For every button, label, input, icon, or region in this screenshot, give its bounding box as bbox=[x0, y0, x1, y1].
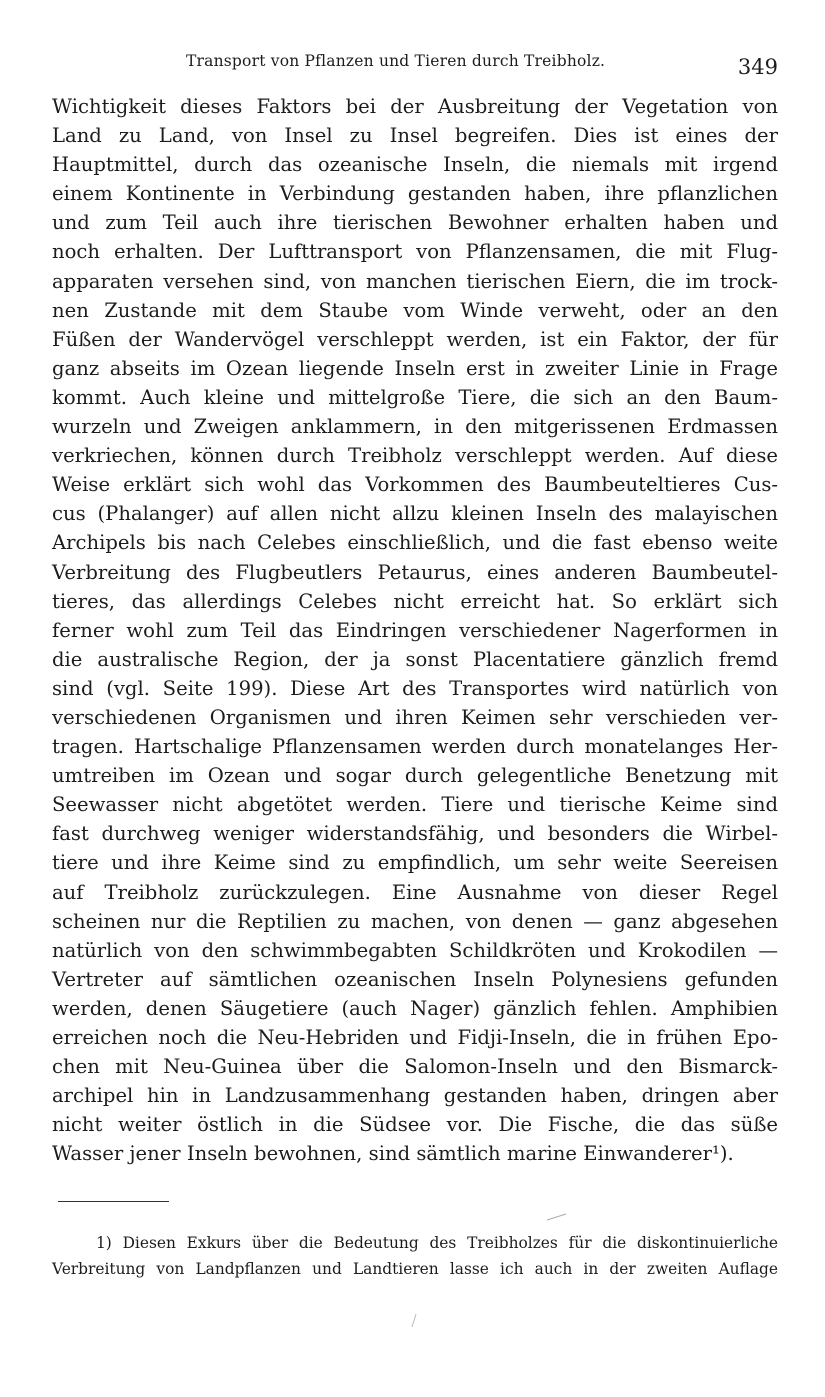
text-line: cus (Phalanger) auf allen nicht allzu kleinen Inseln des malayischen bbox=[52, 502, 778, 526]
text-line: chen mit Neu-Guinea über die Salomon-Inseln und den Bismarck- bbox=[52, 1055, 778, 1079]
text-line: erreichen noch die Neu-Hebriden und Fidji-Inseln, die in frühen Epo- bbox=[52, 1026, 778, 1049]
text-line: archipel hin in Landzusammenhang gestanden haben, dringen aber bbox=[52, 1084, 778, 1108]
text-line: Verbreitung des Flugbeutlers Petaurus, eines anderen Baumbeutel- bbox=[52, 560, 778, 584]
text-line: Hauptmittel, durch das ozeanische Inseln, die niemals mit irgend bbox=[52, 153, 778, 177]
text-line: nen Zustande mit dem Staube vom Winde verweht, oder an den bbox=[52, 298, 778, 322]
text-line: nicht weiter östlich in die Südsee vor. Die Fische, die das süße bbox=[52, 1113, 778, 1137]
scan-mark bbox=[410, 1313, 418, 1329]
text-line: tragen. Hartschalige Pflanzensamen werden durch monatelanges Her- bbox=[52, 735, 778, 759]
text-line: noch erhalten. Der Lufttransport von Pflanzensamen, die mit Flug- bbox=[52, 240, 778, 264]
text-line: wurzeln und Zweigen anklammern, in den mitgerissenen Erdmassen bbox=[52, 415, 778, 439]
text-line: kommt. Auch kleine und mittelgroße Tiere, die sich an den Baum- bbox=[52, 385, 778, 409]
footnote bbox=[52, 1230, 778, 1282]
running-header: Transport von Pflanzen und Tieren durch Treibholz. bbox=[186, 52, 606, 70]
text-line: fast durchweg weniger widerstandsfähig, und besonders die Wirbel- bbox=[52, 822, 778, 846]
footnote-line: 1) Diesen Exkurs über die Bedeutung des Treibholzes für die diskontinuierliche bbox=[96, 1234, 778, 1252]
page-number: 349 bbox=[737, 55, 778, 79]
text-line: tieres, das allerdings Celebes nicht erreicht hat. So erklärt sich bbox=[52, 589, 778, 613]
text-line: Weise erklärt sich wohl das Vorkommen des Baumbeuteltieres Cus- bbox=[52, 473, 778, 497]
text-line: Seewasser nicht abgetötet werden. Tiere und tierische Keime sind bbox=[52, 793, 778, 817]
text-line: Vertreter auf sämtlichen ozeanischen Inseln Polynesiens gefunden bbox=[52, 967, 778, 991]
text-line: einem Kontinente in Verbindung gestanden haben, ihre pflanzlichen bbox=[52, 182, 778, 206]
text-line: die australische Region, der ja sonst Placentatiere gänzlich fremd bbox=[52, 647, 778, 671]
text-line: sind (vgl. Seite 199). Diese Art des Transportes wird natürlich von bbox=[52, 676, 778, 700]
text-line: auf Treibholz zurückzulegen. Eine Ausnahme von dieser Regel bbox=[52, 880, 778, 904]
body-text bbox=[52, 92, 778, 1168]
text-line: Füßen der Wandervögel verschleppt werden, ist ein Faktor, der für bbox=[52, 327, 778, 351]
text-line: apparaten versehen sind, von manchen tierischen Eiern, die im trock- bbox=[52, 269, 778, 293]
text-line: ganz abseits im Ozean liegende Inseln erst in zweiter Linie in Frage bbox=[52, 356, 778, 380]
text-line: Archipels bis nach Celebes einschließlich, und die fast ebenso weite bbox=[52, 531, 778, 555]
text-line: umtreiben im Ozean und sogar durch gelegentliche Benetzung mit bbox=[52, 764, 778, 788]
text-line: verschiedenen Organismen und ihren Keimen sehr verschieden ver- bbox=[52, 705, 778, 729]
text-line: werden, denen Säugetiere (auch Nager) gänzlich fehlen. Amphibien bbox=[52, 996, 778, 1020]
text-line: und zum Teil auch ihre tierischen Bewohner erhalten haben und bbox=[52, 211, 778, 235]
text-line: ferner wohl zum Teil das Eindringen verschiedener Nagerformen in bbox=[52, 618, 778, 642]
scan-mark bbox=[546, 1212, 568, 1222]
text-line: Wichtigkeit dieses Faktors bei der Ausbreitung der Vegetation von bbox=[52, 95, 778, 118]
text-line: Land zu Land, von Insel zu Insel begreifen. Dies ist eines der bbox=[52, 124, 778, 148]
text-line: verkriechen, können durch Treibholz verschleppt werden. Auf diese bbox=[52, 444, 778, 468]
footnote-separator bbox=[58, 1201, 169, 1202]
text-line: tiere und ihre Keime sind zu empfindlich, um sehr weite Seereisen bbox=[52, 851, 778, 875]
text-line: scheinen nur die Reptilien zu machen, von denen — ganz abgesehen bbox=[52, 909, 778, 933]
text-line: Wasser jener Inseln bewohnen, sind sämtlich marine Einwanderer¹). bbox=[52, 1142, 734, 1166]
footnote-line: Verbreitung von Landpflanzen und Landtieren lasse ich auch in der zweiten Auflage bbox=[52, 1260, 778, 1278]
text-line: natürlich von den schwimmbegabten Schildkröten und Krokodilen — bbox=[52, 938, 778, 962]
